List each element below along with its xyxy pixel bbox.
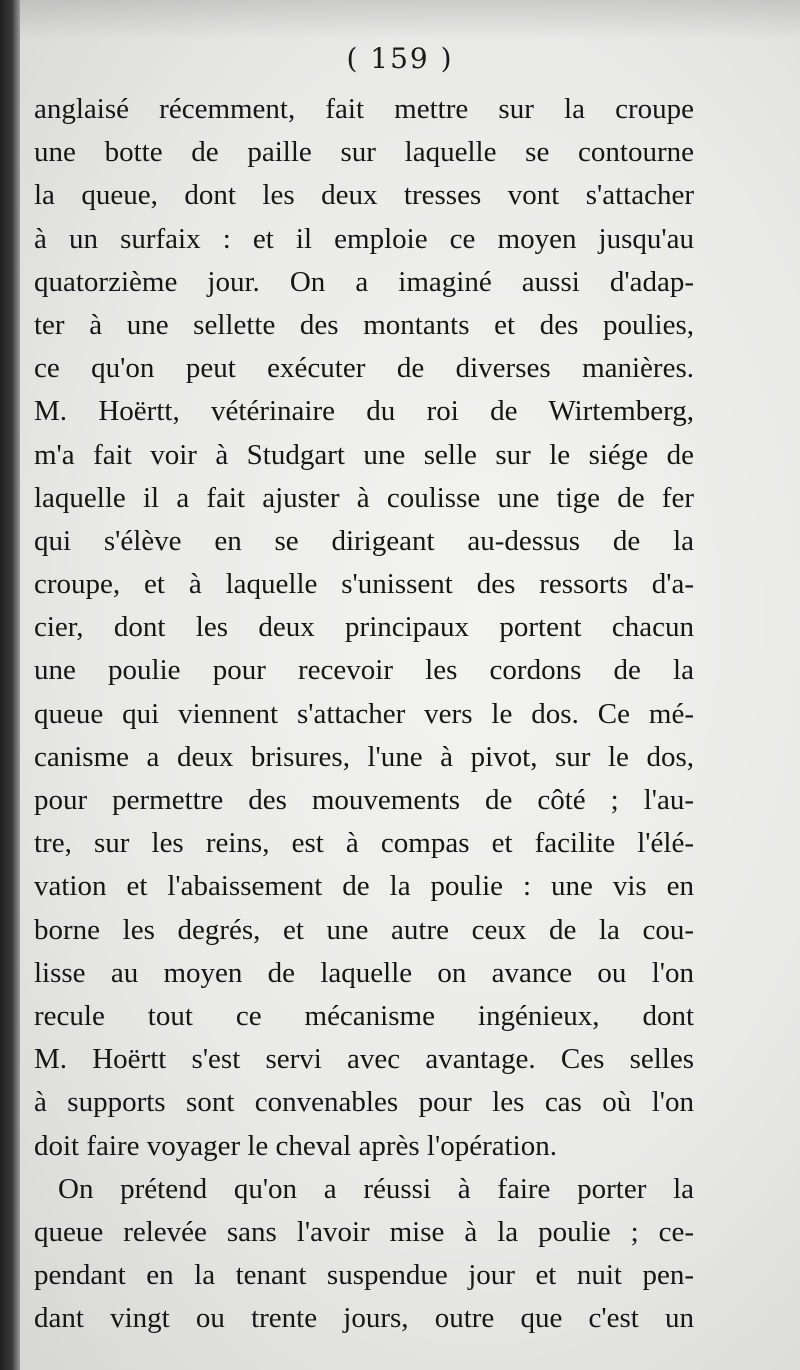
text-line: ter à une sellette des montants et des poulies, [34, 308, 694, 341]
text-line: m'a fait voir à Studgart une selle sur le siége de [34, 438, 694, 471]
paragraph-start-line: On prétend qu'on a réussi à faire porter la [58, 1172, 694, 1205]
text-line: M. Hoërtt, vétérinaire du roi de Wirtemberg, [34, 395, 694, 428]
text-line: recule tout ce mécanisme ingénieux, dont [34, 999, 694, 1032]
text-line: queue relevée sans l'avoir mise à la poulie ; ce- [34, 1215, 694, 1248]
text-line: anglaisé récemment, fait mettre sur la croupe [34, 93, 694, 125]
text-line: lisse au moyen de laquelle on avance ou l'on [34, 956, 694, 989]
text-line: pour permettre des mouvements de côté ; l'au- [34, 784, 694, 816]
text-line: une botte de paille sur laquelle se contourne [34, 136, 694, 169]
text-line: qui s'élève en se dirigeant au-dessus de la [34, 524, 694, 557]
text-line: dant vingt ou trente jours, outre que c'est un [34, 1302, 694, 1335]
body-text [34, 88, 694, 1340]
book-gutter-shadow [0, 0, 20, 1370]
text-line: canisme a deux brisures, l'une à pivot, sur le dos, [34, 740, 694, 773]
text-line: doit faire voyager le cheval après l'opération. [34, 1129, 557, 1162]
page-number: ( 159 ) [346, 42, 454, 75]
text-line: la queue, dont les deux tresses vont s'attacher [34, 179, 694, 212]
text-line: ce qu'on peut exécuter de diverses manières. [34, 352, 694, 385]
top-edge-shadow [20, 0, 800, 40]
text-line: une poulie pour recevoir les cordons de la [34, 654, 694, 687]
text-line: croupe, et à laquelle s'unissent des ressorts d'a- [34, 568, 694, 601]
text-line: laquelle il a fait ajuster à coulisse une tige de fer [34, 481, 694, 514]
text-line: à un surfaix : et il emploie ce moyen jusqu'au [34, 222, 694, 255]
text-line: cier, dont les deux principaux portent chacun [34, 611, 694, 644]
text-line: à supports sont convenables pour les cas où l'on [34, 1086, 694, 1119]
text-line: pendant en la tenant suspendue jour et nuit pen- [34, 1259, 694, 1292]
text-line: M. Hoërtt s'est servi avec avantage. Ces selles [34, 1043, 694, 1076]
text-line: tre, sur les reins, est à compas et facilite l'élé- [34, 827, 694, 860]
text-line: quatorzième jour. On a imaginé aussi d'adap- [34, 265, 694, 298]
text-line: vation et l'abaissement de la poulie : une vis en [34, 870, 694, 903]
text-line: queue qui viennent s'attacher vers le dos. Ce mé- [34, 697, 694, 730]
text-line: borne les degrés, et une autre ceux de la cou- [34, 913, 694, 946]
